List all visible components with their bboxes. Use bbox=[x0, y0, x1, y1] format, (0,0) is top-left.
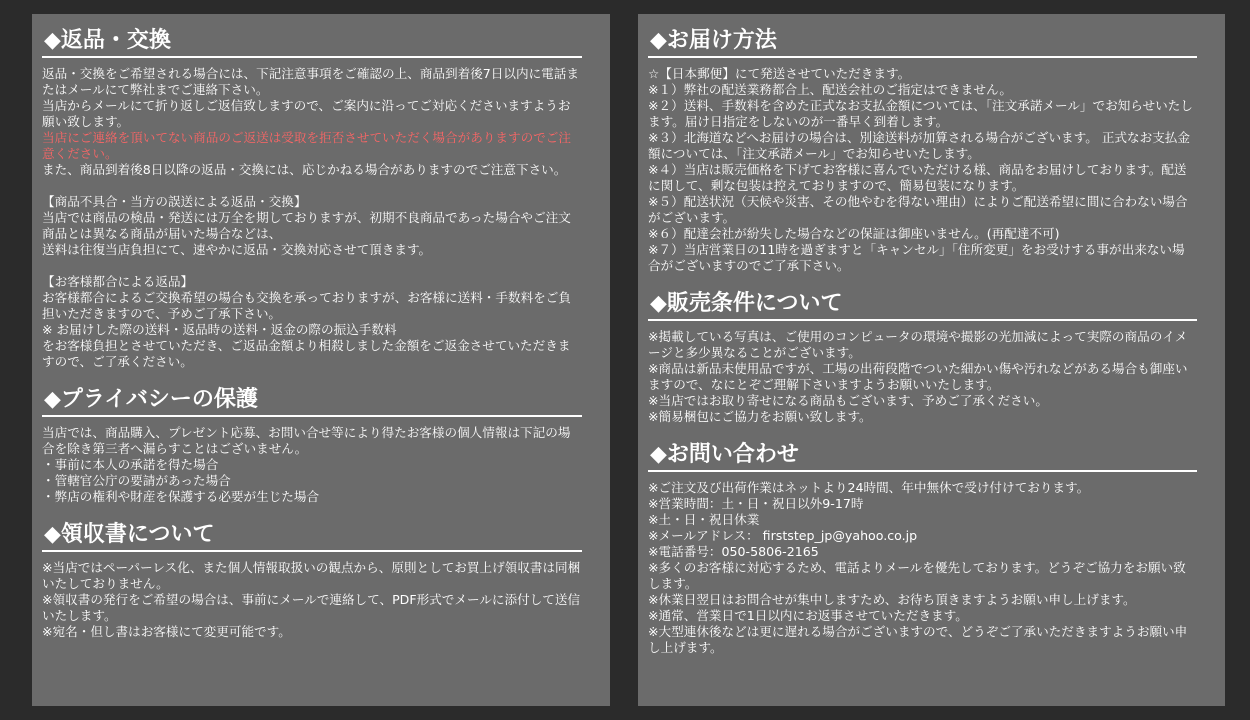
conditions-title: ◆販売条件について bbox=[648, 289, 1197, 321]
receipt-section bbox=[42, 520, 582, 640]
contact-text: ※ご注文及び出荷作業はネットより24時間、年中無休で受け付けております。 ※営業時間：土・日・祝日以外9-17時 ※土・日・祝日休業 ※メールアドレス： firststep_jp@yahoo.co.jp ※電話番号：050-5806-2165 ※多くのお客様に対応するため、電話よりメールを優先しております。どうぞご協力をお願い致します。 ※休業日翌日はお問合せが集中しますため、お待ち頂きますようお願い申し上げます。 ※通常、営業日で1日以内にお返事させていただきます。 ※大型連休後などは更に遅れる場合がございますので、どうぞご了承いただきますようお願い申し上げます。 bbox=[648, 480, 1188, 655]
conditions-section bbox=[648, 289, 1197, 425]
privacy-title: ◆プライバシーの保護 bbox=[42, 385, 582, 417]
receipt-title: ◆領収書について bbox=[42, 520, 582, 552]
returns-customer-text: 【お客様都合による返品】 お客様都合によるご交換希望の場合も交換を承っておりますが、お客様に送料・手数料をご負担いただきますので、予めご了承下さい。 ※ お届けした際の送料・返品時の送料・返金の際の振込手数料 をお客様負担とさせていただき、ご返品金額より相殺しました金額をご返金させていただきますので、ご了承ください。 bbox=[42, 274, 571, 369]
contact-section bbox=[648, 440, 1197, 656]
returns-intro-text: 返品・交換をご希望される場合には、下記注意事項をご確認の上、商品到着後7日以内に電話またはメールにて弊社までご連絡下さい。 当店からメールにて折り返しご返信致しますので、ご案内に沿ってご対応くださいますようお願い致します。 bbox=[42, 66, 579, 129]
returns-title: ◆返品・交換 bbox=[42, 26, 582, 58]
delivery-section bbox=[648, 26, 1197, 274]
returns-late-text: また、商品到着後8日以降の返品・交換には、応じかねる場合がありますのでご注意下さい。 bbox=[42, 162, 567, 177]
delivery-text: ☆【日本郵便】にて発送させていただきます。 ※１）弊社の配送業務都合上、配送会社のご指定はできません。 ※２）送料、手数料を含めた正式なお支払金額については、「注文承諾メール」でお知らせいたします。届け日指定をしないのが一番早く到着します。 ※３）北海道などへお届けの場合は、別途送料が加算される場合がございます。 正式なお支払金額については、「注文承諾メール」でお知らせいたします。 ※４）当店は販売価格を下げてお客様に喜んでいただける様、商品をお届けしております。配送に関して、剰な包装は控えておりますので、簡易包装になります。 ※５）配送状況（天候や災害、その他やむを得ない理由）によりご配送希望に間に合わない場合がございます。 ※６）配達会社が紛失した場合などの保証は御座いません。(再配達不可) ※７）当店営業日の11時を過ぎますと「キャンセル」「住所変更」をお受けする事が出来ない場合がございますのでご了承下さい。 bbox=[648, 66, 1193, 273]
privacy-text: 当店では、商品購入、プレゼント応募、お問い合せ等により得たお客様の個人情報は下記の場合を除き第三者へ漏らすことはございません。 ・事前に本人の承諾を得た場合 ・管轄官公庁の要請があった場合 ・弊店の権利や財産を保護する必要が生じた場合 bbox=[42, 425, 571, 504]
privacy-section bbox=[42, 385, 582, 505]
receipt-text: ※当店ではペーパーレス化、また個人情報取扱いの観点から、原則としてお買上げ領収書は同梱いたしておりません。 ※領収書の発行をご希望の場合は、事前にメールで連絡して、PDF形式でメールに添付して送信いたします。 ※宛名・但し書はお客様にて変更可能です。 bbox=[42, 560, 581, 639]
left-panel bbox=[32, 14, 610, 706]
right-panel bbox=[638, 14, 1225, 706]
returns-defect-text: 【商品不具合・当方の誤送による返品・交換】 当店では商品の検品・発送には万全を期しておりますが、初期不良商品であった場合やご注文商品とは異なる商品が届いた場合などは、 送料は往復当店負担にて、速やかに返品・交換対応させて頂きます。 bbox=[42, 194, 571, 257]
conditions-text: ※掲載している写真は、ご使用のコンピュータの環境や撮影の光加減によって実際の商品のイメージと多少異なることがございます。 ※商品は新品未使用品ですが、工場の出荷段階でついた細かい傷や汚れなどがある場合も御座いますので、なにとぞご理解下さいますようお願いいたします。 ※当店ではお取り寄せになる商品もございます、予めご了承ください。 ※簡易梱包にご協力をお願い致します。 bbox=[648, 329, 1188, 424]
returns-section bbox=[42, 26, 582, 370]
returns-warning-text: 当店にご連絡を頂いてない商品のご返送は受取を拒否させていただく場合がありますのでご注意ください。 bbox=[42, 130, 571, 161]
contact-title: ◆お問い合わせ bbox=[648, 440, 1197, 472]
delivery-title: ◆お届け方法 bbox=[648, 26, 1197, 58]
